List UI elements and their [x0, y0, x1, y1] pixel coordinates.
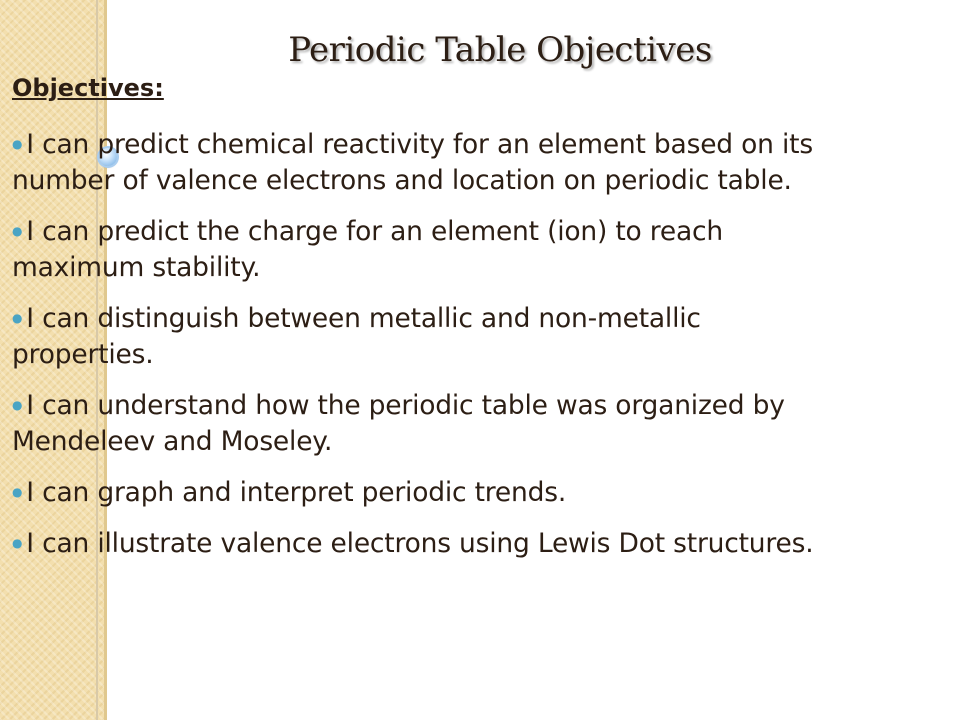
bullet-icon: ● [12, 398, 23, 412]
objective-text: Mendeleev and Moseley. [12, 426, 333, 457]
objectives-heading: Objectives: [12, 74, 164, 102]
bullet-icon: ● [12, 137, 23, 151]
bullet-icon: ● [12, 485, 23, 499]
objective-text: I can predict the charge for an element (ion) to reach [26, 216, 723, 247]
objective-item [12, 300, 942, 373]
objective-text: I can distinguish between metallic and non-metallic [26, 303, 701, 334]
objective-text: I can graph and interpret periodic trends. [26, 477, 567, 508]
objective-text: number of valence electrons and location on periodic table. [12, 165, 792, 196]
objective-text: maximum stability. [12, 252, 261, 283]
objective-list [12, 126, 942, 576]
objective-item [12, 213, 942, 286]
objective-item [12, 126, 942, 199]
bullet-icon: ● [12, 224, 23, 238]
slide-title: Periodic Table Objectives [288, 30, 712, 70]
bullet-icon: ● [12, 536, 23, 550]
objective-text: I can understand how the periodic table was organized by [26, 390, 785, 421]
objective-text: I can predict chemical reactivity for an element based on its [26, 129, 813, 160]
objective-item [12, 525, 942, 562]
objective-text: properties. [12, 339, 154, 370]
objective-item [12, 387, 942, 460]
objective-item [12, 474, 942, 511]
objective-text: I can illustrate valence electrons using Lewis Dot structures. [26, 528, 814, 559]
bullet-icon: ● [12, 311, 23, 325]
